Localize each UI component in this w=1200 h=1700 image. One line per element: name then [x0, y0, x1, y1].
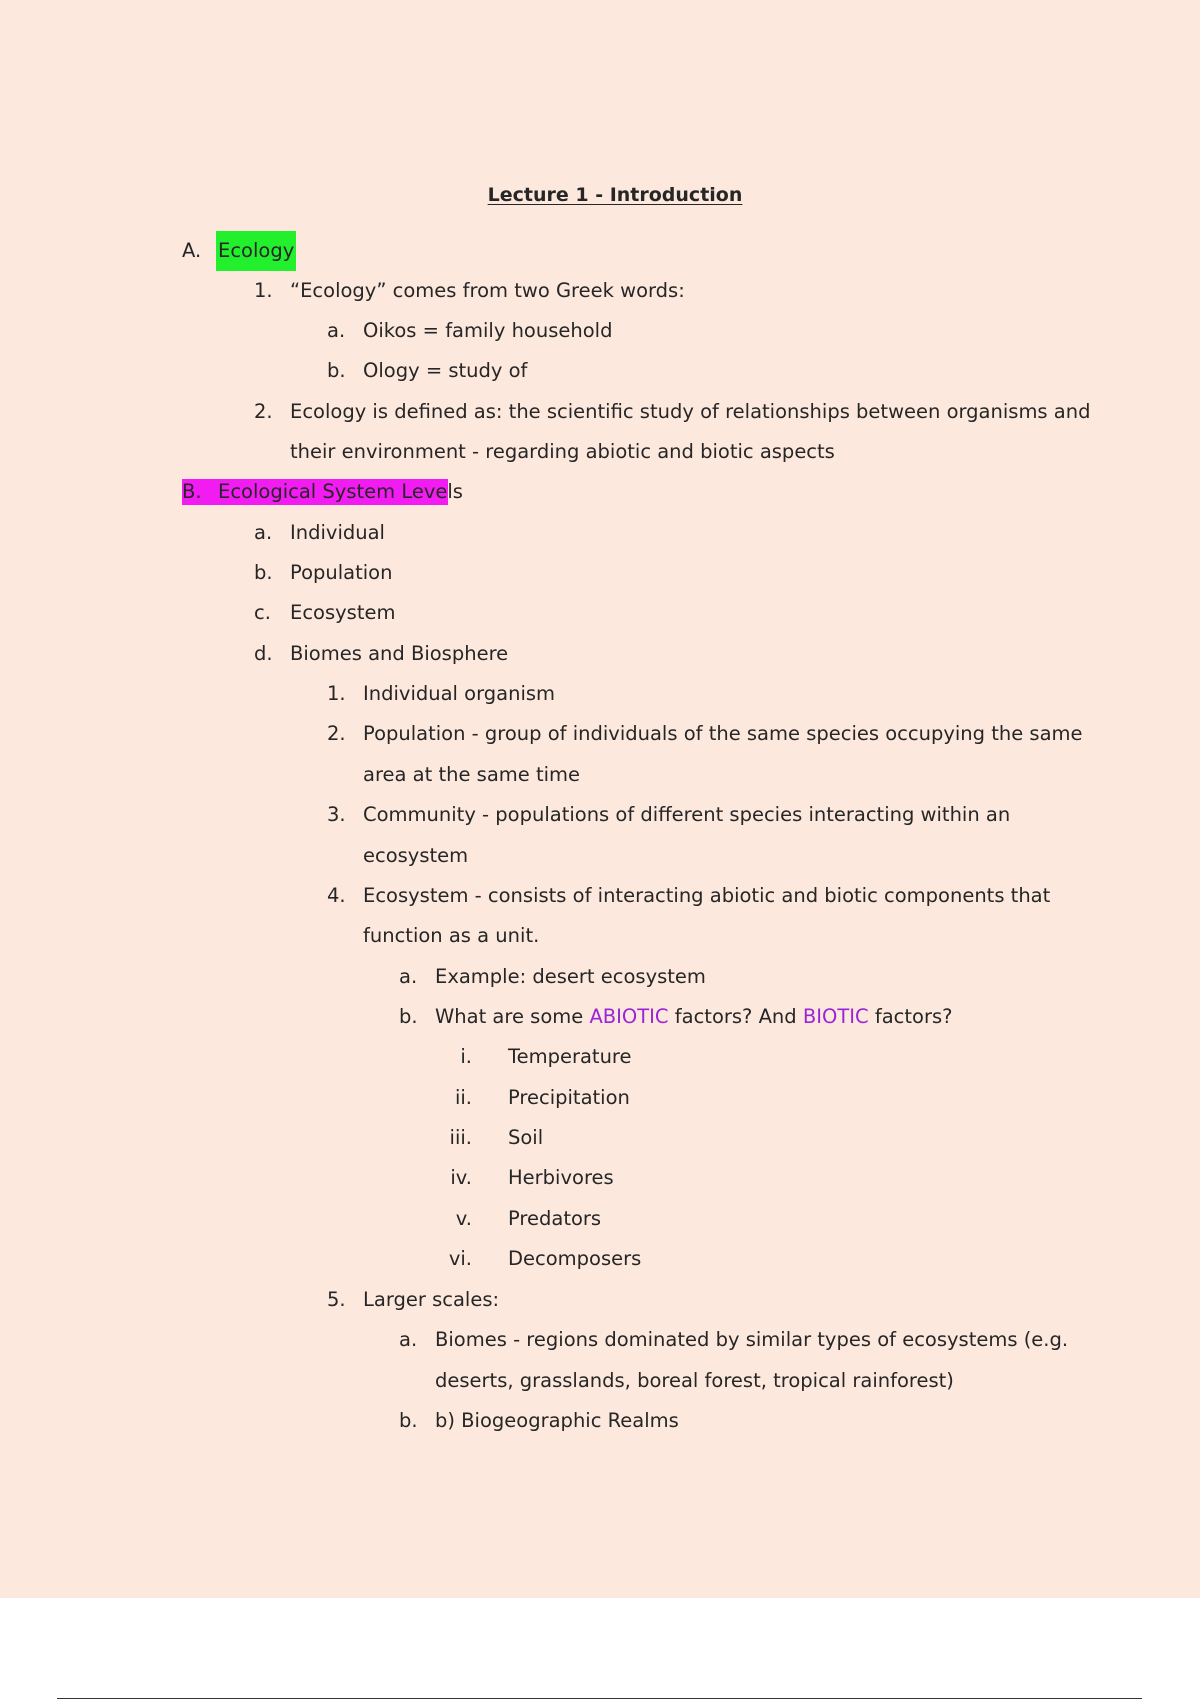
list-item-text: Community - populations of different species interacting within an — [363, 803, 1011, 826]
list-marker: 3. — [327, 803, 346, 826]
list-item-text: Population — [290, 561, 393, 584]
abiotic-keyword: ABIOTIC — [589, 1005, 669, 1028]
list-marker: iv. — [450, 1166, 472, 1189]
list-item-text: Herbivores — [508, 1166, 614, 1189]
list-marker: ii. — [454, 1086, 472, 1109]
list-item-continuation: area at the same time — [363, 763, 581, 786]
list-item-text: “Ecology” comes from two Greek words: — [290, 279, 685, 302]
list-marker: 1. — [254, 279, 273, 302]
list-marker: a. — [327, 319, 346, 342]
list-marker: 1. — [327, 682, 346, 705]
list-item-continuation: their environment - regarding abiotic and biotic aspects — [290, 440, 835, 463]
list-item-text: Oikos = family household — [363, 319, 613, 342]
list-item-text: Ecosystem - consists of interacting abiotic and biotic components that — [363, 884, 1051, 907]
list-item-text: b) Biogeographic Realms — [435, 1409, 679, 1432]
list-item-text: Larger scales: — [363, 1288, 500, 1311]
list-marker: b. — [399, 1005, 418, 1028]
list-item-text: Soil — [508, 1126, 544, 1149]
list-marker: b. — [327, 359, 346, 382]
question-text: What are some — [435, 1005, 590, 1028]
list-marker: A. — [182, 239, 202, 262]
question-text: factors? — [868, 1005, 953, 1028]
list-item-text: Population - group of individuals of the same species occupying the same — [363, 722, 1083, 745]
list-marker: a. — [399, 965, 418, 988]
list-marker: d. — [254, 642, 273, 665]
page-divider — [57, 1698, 1142, 1699]
list-marker: b. — [254, 561, 273, 584]
list-item-text: Decomposers — [508, 1247, 642, 1270]
list-marker: vi. — [448, 1247, 472, 1270]
list-item-text: Predators — [508, 1207, 602, 1230]
section-a-heading: Ecology — [216, 231, 296, 271]
list-item-text: Precipitation — [508, 1086, 630, 1109]
factors-question — [435, 997, 952, 1037]
list-marker: a. — [254, 521, 273, 544]
list-marker: 2. — [327, 722, 346, 745]
list-marker: b. — [399, 1409, 418, 1432]
list-marker: iii. — [449, 1126, 472, 1149]
list-marker: i. — [460, 1045, 472, 1068]
list-item-continuation: deserts, grasslands, boreal forest, tropical rainforest) — [435, 1369, 954, 1392]
list-item-text: Example: desert ecosystem — [435, 965, 706, 988]
list-item-text: Ology = study of — [363, 359, 528, 382]
list-item-text: Biomes - regions dominated by similar types of ecosystems (e.g. — [435, 1328, 1069, 1351]
list-item-continuation: function as a unit. — [363, 924, 540, 947]
list-item-text: Individual organism — [363, 682, 556, 705]
list-marker: 2. — [254, 400, 273, 423]
list-marker: c. — [254, 601, 271, 624]
list-item-text: Individual — [290, 521, 385, 544]
list-marker: v. — [455, 1207, 472, 1230]
question-text: factors? And — [668, 1005, 803, 1028]
list-item-continuation: ecosystem — [363, 844, 469, 867]
section-b-heading: Ecological System Levels — [218, 480, 463, 503]
list-item-text: Ecosystem — [290, 601, 396, 624]
list-marker: 5. — [327, 1288, 346, 1311]
page-title: Lecture 1 - Introduction — [487, 184, 743, 206]
list-item-text: Temperature — [508, 1045, 632, 1068]
list-marker: B. — [182, 480, 202, 503]
list-marker: 4. — [327, 884, 346, 907]
list-item-text: Ecology is defined as: the scientific study of relationships between organisms and — [290, 400, 1091, 423]
list-item-text: Biomes and Biosphere — [290, 642, 509, 665]
list-marker: a. — [399, 1328, 418, 1351]
biotic-keyword: BIOTIC — [802, 1005, 869, 1028]
